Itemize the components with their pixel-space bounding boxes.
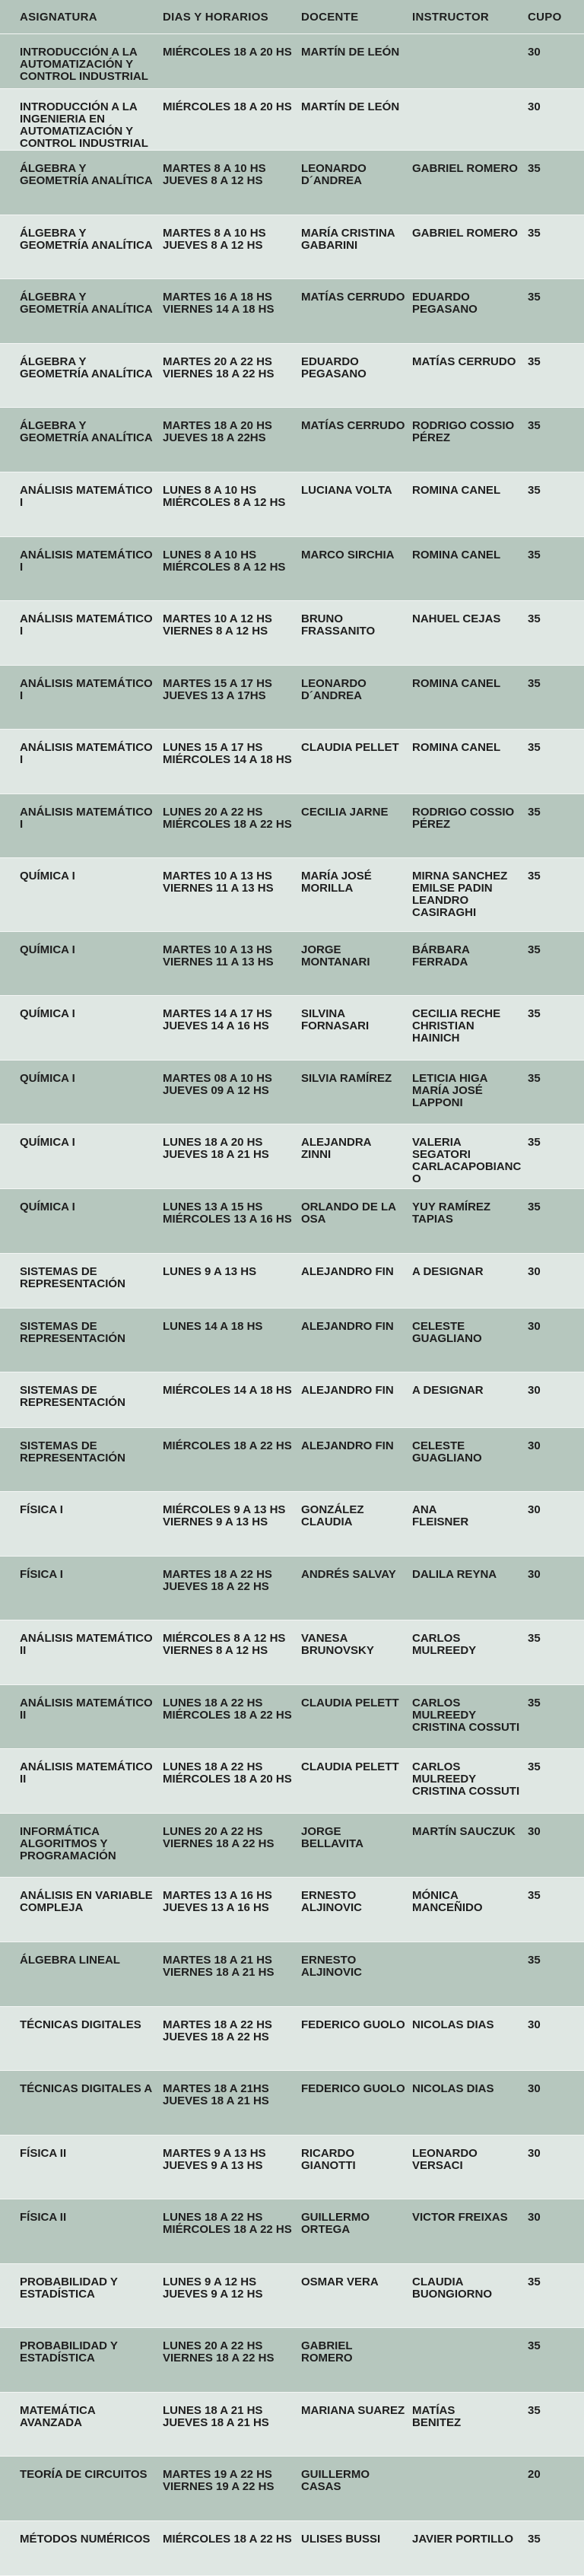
cell-instructor: MARTÍN SAUCZUK: [412, 1824, 516, 1838]
cell-dias-horarios: MARTES 9 A 13 HS JUEVES 9 A 13 HS: [163, 2146, 266, 2172]
cell-asignatura: PROBABILIDAD Y ESTADÍSTICA: [20, 2339, 118, 2365]
table-row: [0, 2071, 584, 2136]
table-row: [0, 1189, 584, 1254]
table-row: [0, 279, 584, 344]
cell-dias-horarios: MIÉRCOLES 9 A 13 HS VIERNES 9 A 13 HS: [163, 1503, 286, 1529]
cell-docente: RICARDO GIANOTTI: [301, 2146, 356, 2172]
cell-asignatura: QUÍMICA I: [20, 870, 75, 883]
table-row: [0, 472, 584, 537]
cell-instructor: RODRIGO COSSIO PÉREZ: [412, 805, 515, 831]
cell-cupo: 30: [528, 1384, 541, 1398]
cell-asignatura: ANÁLISIS MATEMÁTICO I: [20, 548, 153, 574]
cell-docente: FEDERICO GUOLO: [301, 2082, 405, 2096]
header-instructor: INSTRUCTOR: [412, 10, 490, 24]
cell-dias-horarios: LUNES 18 A 21 HS JUEVES 18 A 21 HS: [163, 2403, 269, 2429]
table-row: [0, 1942, 584, 2007]
cell-docente: MATÍAS CERRUDO: [301, 419, 405, 433]
header-asignatura: ASIGNATURA: [20, 10, 97, 24]
cell-asignatura: FÍSICA I: [20, 1503, 63, 1517]
cell-cupo: 35: [528, 419, 541, 433]
cell-instructor: LEONARDO VERSACI: [412, 2146, 478, 2172]
cell-instructor: CARLOS MULREEDY CRISTINA COSSUTI: [412, 1696, 520, 1734]
cell-dias-horarios: MARTES 13 A 16 HS JUEVES 13 A 16 HS: [163, 1889, 272, 1915]
cell-cupo: 35: [528, 2532, 541, 2546]
cell-asignatura: ÁLGEBRA LINEAL: [20, 1954, 120, 1967]
cell-docente: LEONARDO D´ANDREA: [301, 162, 367, 188]
cell-docente: MARTÍN DE LEÓN: [301, 100, 400, 114]
cell-dias-horarios: MARTES 18 A 21HS JUEVES 18 A 21 HS: [163, 2082, 269, 2108]
cell-dias-horarios: MIÉRCOLES 14 A 18 HS: [163, 1384, 292, 1398]
cell-cupo: 35: [528, 676, 541, 690]
cell-instructor: MATÍAS CERRUDO: [412, 355, 516, 368]
cell-docente: GABRIEL ROMERO: [301, 2339, 353, 2365]
cell-instructor: CARLOS MULREEDY: [412, 1632, 477, 1658]
cell-dias-horarios: MARTES 10 A 13 HS VIERNES 11 A 13 HS: [163, 870, 274, 895]
cell-instructor: ROMINA CANEL: [412, 676, 501, 690]
cell-instructor: ROMINA CANEL: [412, 741, 501, 755]
table-row: [0, 2199, 584, 2264]
cell-docente: JORGE BELLAVITA: [301, 1824, 363, 1850]
cell-cupo: 30: [528, 46, 541, 59]
cell-docente: ALEJANDRA ZINNI: [301, 1136, 372, 1162]
cell-dias-horarios: MIÉRCOLES 18 A 20 HS: [163, 100, 292, 114]
cell-cupo: 35: [528, 1632, 541, 1646]
cell-dias-horarios: LUNES 20 A 22 HS MIÉRCOLES 18 A 22 HS: [163, 805, 292, 831]
cell-instructor: MÓNICA MANCEÑIDO: [412, 1889, 483, 1915]
cell-asignatura: SISTEMAS DE REPRESENTACIÓN: [20, 1264, 125, 1290]
cell-instructor: VICTOR FREIXAS: [412, 2211, 508, 2225]
cell-cupo: 30: [528, 2018, 541, 2031]
table-row: [0, 666, 584, 730]
table-row: [0, 932, 584, 997]
table-row: [0, 2328, 584, 2393]
table-row: [0, 858, 584, 932]
cell-instructor: MIRNA SANCHEZ EMILSE PADIN LEANDRO CASIRAGHI: [412, 870, 508, 920]
cell-cupo: 35: [528, 548, 541, 561]
cell-dias-horarios: MARTES 14 A 17 HS JUEVES 14 A 16 HS: [163, 1007, 272, 1033]
table-row: [0, 2136, 584, 2200]
cell-dias-horarios: LUNES 9 A 12 HS JUEVES 9 A 12 HS: [163, 2275, 263, 2301]
cell-cupo: 30: [528, 1503, 541, 1517]
cell-dias-horarios: MARTES 16 A 18 HS VIERNES 14 A 18 HS: [163, 291, 275, 316]
table-row: [0, 1749, 584, 1814]
cell-docente: SILVINA FORNASARI: [301, 1007, 370, 1033]
cell-cupo: 35: [528, 484, 541, 497]
cell-dias-horarios: LUNES 18 A 20 HS JUEVES 18 A 21 HS: [163, 1136, 269, 1162]
header-docente: DOCENTE: [301, 10, 359, 24]
cell-instructor: A DESIGNAR: [412, 1384, 484, 1398]
table-row: [0, 794, 584, 859]
cell-cupo: 20: [528, 2468, 541, 2482]
cell-instructor: JAVIER PORTILLO: [412, 2532, 514, 2546]
cell-docente: BRUNO FRASSANITO: [301, 612, 376, 638]
cell-dias-horarios: MIÉRCOLES 18 A 22 HS: [163, 1439, 292, 1452]
cell-asignatura: ÁLGEBRA Y GEOMETRÍA ANALÍTICA: [20, 419, 153, 445]
cell-asignatura: SISTEMAS DE REPRESENTACIÓN: [20, 1319, 125, 1345]
cell-cupo: 35: [528, 943, 541, 956]
cell-dias-horarios: MARTES 15 A 17 HS JUEVES 13 A 17HS: [163, 676, 272, 702]
cell-asignatura: ANÁLISIS MATEMÁTICO II: [20, 1632, 153, 1658]
cell-dias-horarios: MARTES 18 A 22 HS JUEVES 18 A 22 HS: [163, 2018, 272, 2043]
cell-asignatura: ANÁLISIS MATEMÁTICO II: [20, 1760, 153, 1786]
cell-asignatura: ANÁLISIS MATEMÁTICO I: [20, 805, 153, 831]
cell-asignatura: QUÍMICA I: [20, 1201, 75, 1214]
cell-cupo: 30: [528, 2211, 541, 2225]
cell-dias-horarios: LUNES 8 A 10 HS MIÉRCOLES 8 A 12 HS: [163, 484, 286, 509]
cell-cupo: 35: [528, 226, 541, 240]
cell-docente: ANDRÉS SALVAY: [301, 1567, 396, 1581]
cell-asignatura: ANÁLISIS EN VARIABLE COMPLEJA: [20, 1889, 153, 1915]
cell-dias-horarios: MARTES 18 A 21 HS VIERNES 18 A 21 HS: [163, 1954, 275, 1980]
cell-cupo: 35: [528, 1007, 541, 1021]
cell-instructor: CARLOS MULREEDY CRISTINA COSSUTI: [412, 1760, 520, 1798]
cell-dias-horarios: MARTES 19 A 22 HS VIERNES 19 A 22 HS: [163, 2468, 275, 2494]
cell-cupo: 30: [528, 1567, 541, 1581]
cell-docente: GUILLERMO CASAS: [301, 2468, 370, 2494]
cell-instructor: NICOLAS DIAS: [412, 2018, 494, 2031]
cell-docente: ALEJANDRO FIN: [301, 1319, 394, 1333]
cell-instructor: CLAUDIA BUONGIORNO: [412, 2275, 492, 2301]
cell-asignatura: MÉTODOS NUMÉRICOS: [20, 2532, 151, 2546]
cell-docente: LUCIANA VOLTA: [301, 484, 392, 497]
cell-instructor: YUY RAMÍREZ TAPIAS: [412, 1201, 491, 1226]
cell-cupo: 30: [528, 1264, 541, 1278]
cell-docente: ERNESTO ALJINOVIC: [301, 1889, 363, 1915]
cell-cupo: 35: [528, 1889, 541, 1903]
cell-instructor: GABRIEL ROMERO: [412, 226, 518, 240]
cell-cupo: 30: [528, 1319, 541, 1333]
cell-docente: MATÍAS CERRUDO: [301, 291, 405, 304]
cell-instructor: A DESIGNAR: [412, 1264, 484, 1278]
cell-dias-horarios: MARTES 18 A 22 HS JUEVES 18 A 22 HS: [163, 1567, 272, 1593]
cell-docente: CLAUDIA PELLET: [301, 741, 399, 755]
cell-docente: FEDERICO GUOLO: [301, 2018, 405, 2031]
cell-instructor: CECILIA RECHE CHRISTIAN HAINICH: [412, 1007, 501, 1045]
table-row: [0, 1061, 584, 1125]
table-row: [0, 2393, 584, 2457]
cell-asignatura: INTRODUCCIÓN A LA INGENIERIA EN AUTOMATIZACIÓN Y CONTROL INDUSTRIAL: [20, 100, 148, 151]
cell-dias-horarios: MARTES 10 A 13 HS VIERNES 11 A 13 HS: [163, 943, 274, 968]
cell-docente: GONZÁLEZ CLAUDIA: [301, 1503, 364, 1529]
cell-instructor: MATÍAS BENITEZ: [412, 2403, 462, 2429]
cell-asignatura: PROBABILIDAD Y ESTADÍSTICA: [20, 2275, 118, 2301]
table-body: [0, 34, 584, 2576]
cell-asignatura: INTRODUCCIÓN A LA AUTOMATIZACIÓN Y CONTROL INDUSTRIAL: [20, 46, 148, 83]
cell-dias-horarios: LUNES 20 A 22 HS VIERNES 18 A 22 HS: [163, 1824, 275, 1850]
table-row: [0, 1492, 584, 1557]
table-row: [0, 408, 584, 472]
header-cupo: CUPO: [528, 10, 562, 24]
cell-docente: ALEJANDRO FIN: [301, 1439, 394, 1452]
cell-dias-horarios: MARTES 08 A 10 HS JUEVES 09 A 12 HS: [163, 1071, 272, 1097]
cell-cupo: 35: [528, 355, 541, 368]
cell-instructor: CELESTE GUAGLIANO: [412, 1319, 482, 1345]
cell-cupo: 35: [528, 2339, 541, 2353]
table-row: [0, 215, 584, 280]
cell-cupo: 35: [528, 162, 541, 176]
table-row: [0, 2007, 584, 2072]
table-row: [0, 1372, 584, 1427]
table-row: [0, 996, 584, 1061]
cell-asignatura: ANÁLISIS MATEMÁTICO I: [20, 612, 153, 638]
cell-asignatura: SISTEMAS DE REPRESENTACIÓN: [20, 1384, 125, 1410]
cell-asignatura: QUÍMICA I: [20, 1007, 75, 1021]
cell-asignatura: ÁLGEBRA Y GEOMETRÍA ANALÍTICA: [20, 291, 153, 316]
cell-docente: MARTÍN DE LEÓN: [301, 46, 400, 59]
cell-instructor: CELESTE GUAGLIANO: [412, 1439, 482, 1465]
cell-cupo: 30: [528, 100, 541, 114]
cell-docente: MARIANA SUAREZ: [301, 2403, 405, 2417]
cell-dias-horarios: MARTES 8 A 10 HS JUEVES 8 A 12 HS: [163, 226, 266, 252]
cell-asignatura: ANÁLISIS MATEMÁTICO I: [20, 741, 153, 767]
cell-docente: ULISES BUSSI: [301, 2532, 381, 2546]
cell-dias-horarios: MARTES 18 A 20 HS JUEVES 18 A 22HS: [163, 419, 272, 445]
cell-docente: CLAUDIA PELETT: [301, 1696, 399, 1709]
table-row: [0, 1685, 584, 1750]
cell-asignatura: QUÍMICA I: [20, 1071, 75, 1085]
cell-instructor: LETICIA HIGA MARÍA JOSÉ LAPPONI: [412, 1071, 488, 1109]
cell-cupo: 35: [528, 1136, 541, 1150]
cell-docente: MARCO SIRCHIA: [301, 548, 395, 561]
cell-dias-horarios: LUNES 9 A 13 HS: [163, 1264, 257, 1278]
cell-asignatura: ANÁLISIS MATEMÁTICO II: [20, 1696, 153, 1722]
table-row: [0, 1124, 584, 1189]
table-row: [0, 1309, 584, 1373]
cell-dias-horarios: MIÉRCOLES 18 A 20 HS: [163, 46, 292, 59]
table-row: [0, 1428, 584, 1493]
cell-instructor: EDUARDO PEGASANO: [412, 291, 478, 316]
cell-docente: SILVIA RAMÍREZ: [301, 1071, 392, 1085]
cell-cupo: 35: [528, 1201, 541, 1214]
cell-docente: LEONARDO D´ANDREA: [301, 676, 367, 702]
cell-dias-horarios: LUNES 18 A 22 HS MIÉRCOLES 18 A 20 HS: [163, 1760, 292, 1786]
cell-dias-horarios: MARTES 8 A 10 HS JUEVES 8 A 12 HS: [163, 162, 266, 188]
cell-dias-horarios: LUNES 14 A 18 HS: [163, 1319, 263, 1333]
table-row: [0, 151, 584, 215]
table-row: [0, 2521, 584, 2576]
cell-instructor: ANA FLEISNER: [412, 1503, 469, 1529]
cell-docente: MARÍA CRISTINA GABARINI: [301, 226, 395, 252]
cell-docente: ALEJANDRO FIN: [301, 1264, 394, 1278]
cell-cupo: 35: [528, 612, 541, 626]
cell-cupo: 35: [528, 741, 541, 755]
cell-docente: OSMAR VERA: [301, 2275, 379, 2288]
cell-asignatura: FÍSICA II: [20, 2146, 67, 2160]
table-row: [0, 1254, 584, 1309]
cell-cupo: 35: [528, 2403, 541, 2417]
cell-dias-horarios: LUNES 15 A 17 HS MIÉRCOLES 14 A 18 HS: [163, 741, 292, 767]
cell-cupo: 35: [528, 1696, 541, 1709]
table-row: [0, 1878, 584, 1942]
cell-asignatura: ANÁLISIS MATEMÁTICO I: [20, 676, 153, 702]
cell-cupo: 35: [528, 870, 541, 883]
table-header-row: [0, 0, 584, 34]
table-row: [0, 601, 584, 666]
cell-asignatura: SISTEMAS DE REPRESENTACIÓN: [20, 1439, 125, 1465]
cell-dias-horarios: LUNES 18 A 22 HS MIÉRCOLES 18 A 22 HS: [163, 1696, 292, 1722]
table-row: [0, 1814, 584, 1878]
cell-cupo: 35: [528, 1760, 541, 1774]
cell-asignatura: ÁLGEBRA Y GEOMETRÍA ANALÍTICA: [20, 355, 153, 380]
cell-docente: EDUARDO PEGASANO: [301, 355, 367, 380]
cell-instructor: DALILA REYNA: [412, 1567, 497, 1581]
cell-dias-horarios: MIÉRCOLES 18 A 22 HS: [163, 2532, 292, 2546]
cell-instructor: ROMINA CANEL: [412, 548, 501, 561]
cell-dias-horarios: LUNES 20 A 22 HS VIERNES 18 A 22 HS: [163, 2339, 275, 2365]
table-row: [0, 730, 584, 794]
cell-cupo: 35: [528, 1071, 541, 1085]
cell-dias-horarios: MARTES 10 A 12 HS VIERNES 8 A 12 HS: [163, 612, 272, 638]
table-row: [0, 344, 584, 409]
cell-dias-horarios: LUNES 13 A 15 HS MIÉRCOLES 13 A 16 HS: [163, 1201, 292, 1226]
cell-asignatura: FÍSICA II: [20, 2211, 67, 2225]
cell-asignatura: TEORÍA DE CIRCUITOS: [20, 2468, 148, 2482]
cell-docente: CLAUDIA PELETT: [301, 1760, 399, 1774]
cell-instructor: RODRIGO COSSIO PÉREZ: [412, 419, 515, 445]
cell-instructor: GABRIEL ROMERO: [412, 162, 518, 176]
cell-docente: JORGE MONTANARI: [301, 943, 370, 968]
cell-cupo: 35: [528, 1954, 541, 1967]
table-row: [0, 89, 584, 151]
table-row: [0, 537, 584, 602]
cell-docente: CECILIA JARNE: [301, 805, 389, 819]
cell-dias-horarios: MIÉRCOLES 8 A 12 HS VIERNES 8 A 12 HS: [163, 1632, 286, 1658]
cell-instructor: BÁRBARA FERRADA: [412, 943, 470, 968]
cell-dias-horarios: LUNES 8 A 10 HS MIÉRCOLES 8 A 12 HS: [163, 548, 286, 574]
cell-docente: ORLANDO DE LA OSA: [301, 1201, 396, 1226]
cell-cupo: 35: [528, 2275, 541, 2288]
cell-asignatura: ÁLGEBRA Y GEOMETRÍA ANALÍTICA: [20, 226, 153, 252]
cell-cupo: 35: [528, 805, 541, 819]
cell-instructor: VALERIA SEGATORI CARLACAPOBIANCO: [412, 1136, 522, 1186]
cell-docente: VANESA BRUNOVSKY: [301, 1632, 374, 1658]
header-dias-horarios: DIAS Y HORARIOS: [163, 10, 268, 24]
table-row: [0, 1557, 584, 1621]
table-row: [0, 34, 584, 89]
cell-cupo: 30: [528, 1824, 541, 1838]
cell-cupo: 30: [528, 1439, 541, 1452]
cell-docente: GUILLERMO ORTEGA: [301, 2211, 370, 2237]
cell-dias-horarios: LUNES 18 A 22 HS MIÉRCOLES 18 A 22 HS: [163, 2211, 292, 2237]
cell-instructor: NAHUEL CEJAS: [412, 612, 501, 626]
cell-asignatura: ANÁLISIS MATEMÁTICO I: [20, 484, 153, 509]
cell-asignatura: FÍSICA I: [20, 1567, 63, 1581]
table-row: [0, 2264, 584, 2329]
cell-asignatura: QUÍMICA I: [20, 943, 75, 956]
cell-cupo: 30: [528, 2082, 541, 2096]
cell-asignatura: TÉCNICAS DIGITALES: [20, 2018, 141, 2031]
cell-docente: MARÍA JOSÉ MORILLA: [301, 870, 372, 895]
cell-docente: ALEJANDRO FIN: [301, 1384, 394, 1398]
cell-cupo: 35: [528, 291, 541, 304]
cell-asignatura: QUÍMICA I: [20, 1136, 75, 1150]
table-row: [0, 2457, 584, 2521]
cell-dias-horarios: MARTES 20 A 22 HS VIERNES 18 A 22 HS: [163, 355, 275, 380]
cell-asignatura: ÁLGEBRA Y GEOMETRÍA ANALÍTICA: [20, 162, 153, 188]
cell-asignatura: TÉCNICAS DIGITALES A: [20, 2082, 153, 2096]
cell-asignatura: INFORMÁTICA ALGORITMOS Y PROGRAMACIÓN: [20, 1824, 116, 1862]
cell-instructor: NICOLAS DIAS: [412, 2082, 494, 2096]
table-row: [0, 1620, 584, 1685]
cell-asignatura: MATEMÁTICA AVANZADA: [20, 2403, 96, 2429]
cell-cupo: 30: [528, 2146, 541, 2160]
cell-instructor: ROMINA CANEL: [412, 484, 501, 497]
cell-docente: ERNESTO ALJINOVIC: [301, 1954, 363, 1980]
